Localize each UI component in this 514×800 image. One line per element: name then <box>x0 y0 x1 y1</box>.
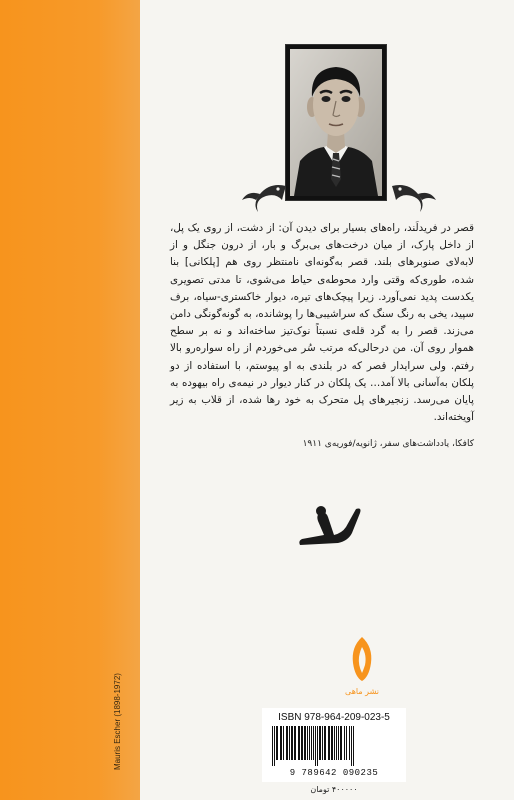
barcode-bar <box>313 726 314 760</box>
barcode-guard-bar <box>272 726 273 766</box>
barcode-bar <box>294 726 296 760</box>
barcode-bar <box>276 726 278 760</box>
barcode-bar <box>286 726 288 760</box>
fish-logo-icon <box>349 633 375 683</box>
barcode-bar <box>301 726 303 760</box>
isbn-label: ISBN 978-964-209-023-5 <box>278 712 390 723</box>
barcode-bar <box>298 726 300 760</box>
barcode-digits: 9 789642 090235 <box>289 768 379 778</box>
barcode-guard-bar <box>315 726 316 766</box>
barcode-guard-bar <box>317 726 318 766</box>
barcode-bar <box>322 726 323 760</box>
barcode-bar <box>319 726 321 760</box>
barcode-panel <box>262 708 406 782</box>
barcode-bar <box>280 726 282 760</box>
back-cover-quote: قصر در فریدلَند، راه‌های بسیار برای دیدن آن: از دشت، از روی یک پل، از داخل پارک، از میان درخت‌های بی‌برگ و بار، از درون جنگل و از لابه‌لای صنوبرهای بلند. قصر به‌گونه‌ای نامنتظر روی هم [پلکانی] بنا شده، طوری‌که وقتی وارد محوطه‌ی حیاط می‌شوی، تا مدتی تصویری یکدست پدید نمی‌آورد. زیرا پیچک‌های تیره، دیوار خاکستری-سیاه، برف سپید، یخی به رنگ سنگ که سراشیبی‌ها را پوشانده، به گونه‌گونگی دامن می‌زند. قصر را به گرد قله‌ی نسبتاً نوک‌تیز ساخته‌اند و نه بر سطح هموار روی آن. من درحالی‌که مرتب سُر می‌خوردم از راه سواره‌رو بالا رفتم. ولی سرایدار قصر که در بلندی به او پیوستم، با استفاده از دو پلکان به‌آسانی بالا آمد… یک پلکان در کنار دیوار در نیمه‌ی راه بیهوده به پایان می‌رسد. زنجیرهای پل متحرک به خود رها شده، از قلاب به زیر آویخته‌اند. <box>170 222 474 424</box>
barcode-bar <box>336 726 337 760</box>
barcode <box>268 726 400 766</box>
barcode-bar <box>304 726 306 760</box>
reclining-figure-illustration <box>298 505 366 549</box>
barcode-guard-bar <box>353 726 354 766</box>
barcode-guard-bar <box>274 726 275 766</box>
barcode-bar <box>289 726 290 760</box>
fish-ornament-right-icon <box>388 180 438 214</box>
fish-ornament-left-icon <box>240 180 290 214</box>
barcode-bar <box>349 726 350 760</box>
barcode-bar <box>307 726 308 760</box>
price-label: ۴۰۰۰۰۰ تومان <box>310 785 358 794</box>
quote-attribution: کافکا، یادداشت‌های سفر، ژانویه/فوریه‌ی ۱۹۱۱ <box>302 439 474 449</box>
barcode-guard-bar <box>351 726 352 766</box>
barcode-bar <box>346 726 347 760</box>
barcode-bar <box>328 726 330 760</box>
barcode-bar <box>309 726 310 760</box>
publisher-name: نشر ماهی <box>345 687 379 696</box>
barcode-bar <box>291 726 293 760</box>
author-portrait-frame <box>285 44 387 201</box>
barcode-bar <box>338 726 339 760</box>
barcode-bar <box>283 726 284 760</box>
barcode-bar <box>334 726 335 760</box>
illustration-credit: Mauris Escher (1898-1972) <box>113 673 122 770</box>
barcode-bar <box>324 726 326 760</box>
barcode-bar <box>311 726 312 760</box>
spine <box>0 0 140 800</box>
author-portrait <box>290 49 382 196</box>
barcode-bar <box>331 726 333 760</box>
barcode-bar <box>344 726 345 760</box>
barcode-bar <box>340 726 342 760</box>
